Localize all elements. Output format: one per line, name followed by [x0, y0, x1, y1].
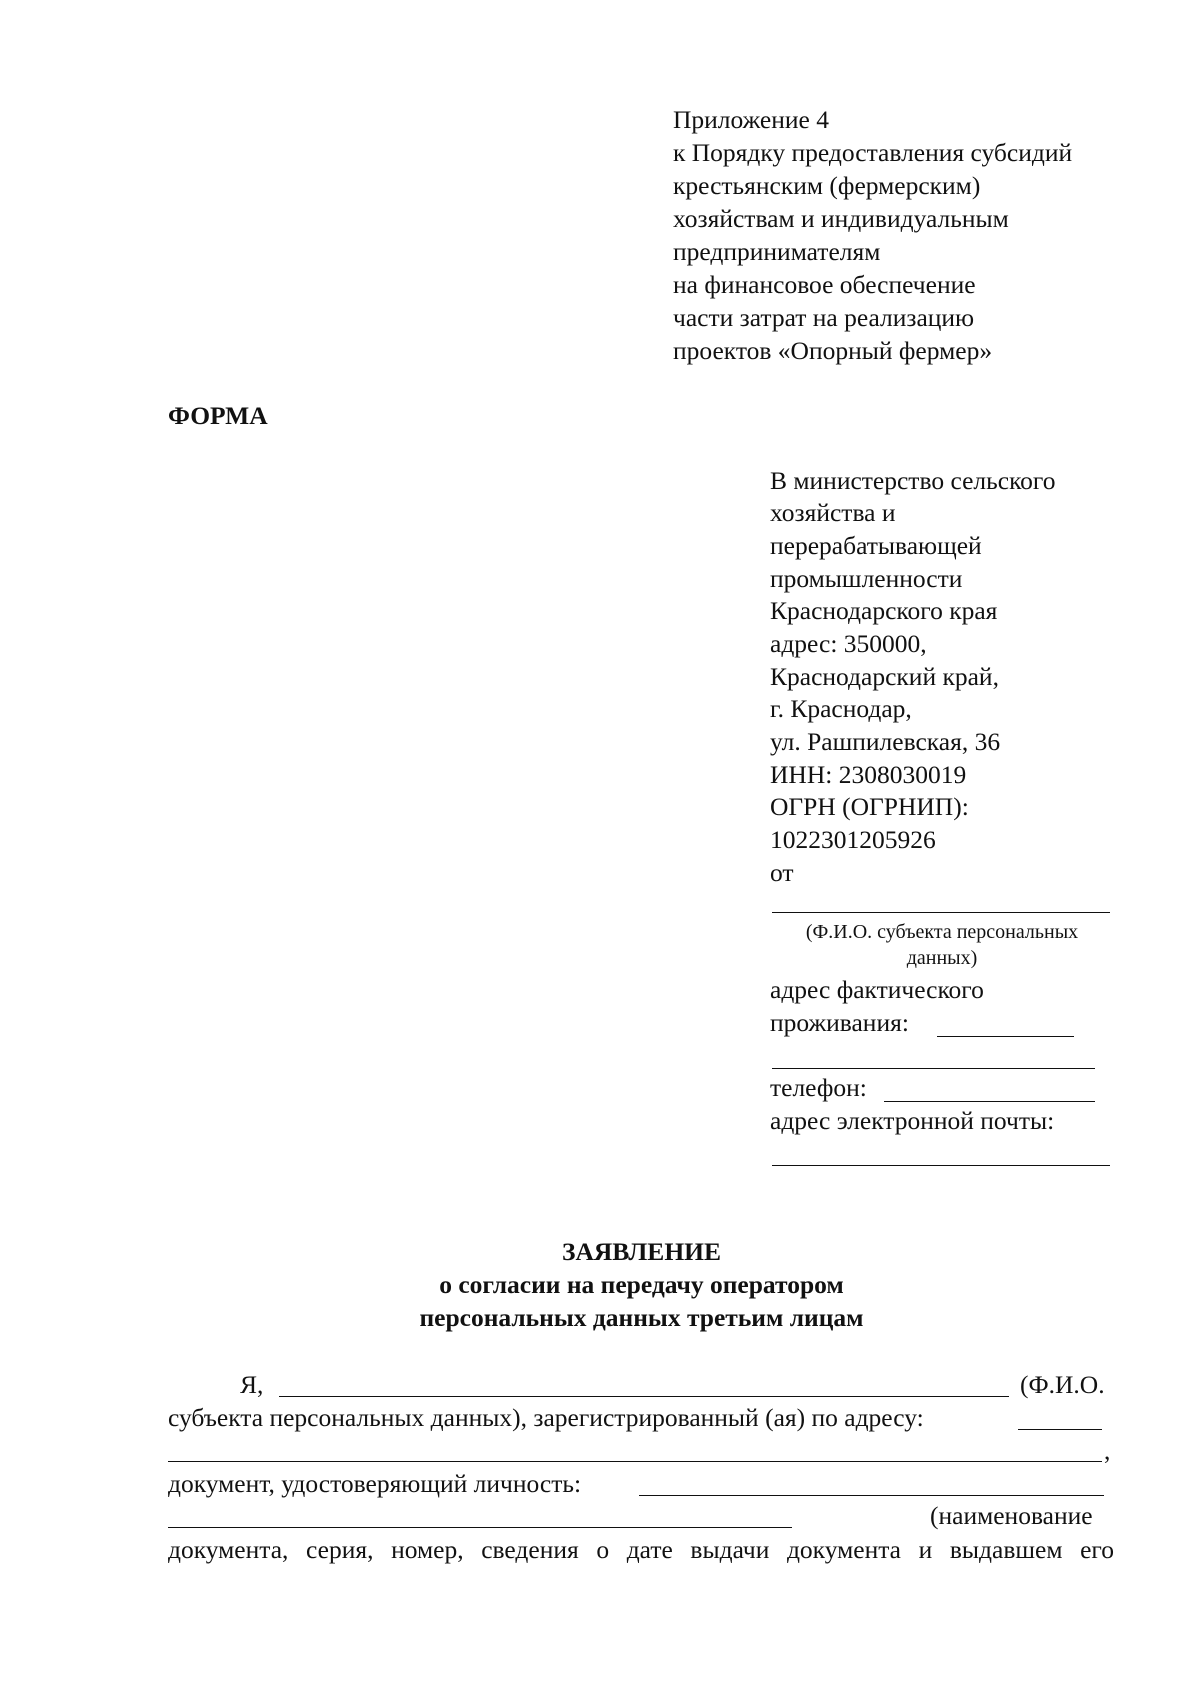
appendix-line: крестьянским (фермерским) [673, 171, 981, 200]
appendix-line: предпринимателям [673, 237, 881, 266]
address-label: проживания: [770, 1008, 909, 1037]
phone-fill-line[interactable] [884, 1101, 1095, 1102]
address-label: адрес фактического [770, 975, 984, 1004]
appendix-line: Приложение 4 [673, 105, 829, 134]
i-label: Я, [240, 1370, 264, 1399]
recipient-line: г. Краснодар, [770, 694, 912, 723]
fio-caption: данных) [906, 947, 978, 969]
recipient-line: ОГРН (ОГРНИП): [770, 792, 969, 821]
appendix-line: на финансовое обеспечение [673, 270, 976, 299]
address-fill-line[interactable] [937, 1036, 1074, 1037]
reg-address-fill-line[interactable] [168, 1461, 1102, 1462]
appendix-line: проектов «Опорный фермер» [673, 336, 993, 365]
naming-caption: (наименование [930, 1501, 1093, 1530]
reg-address-fill-line[interactable] [1018, 1429, 1102, 1430]
doc-label: документ, удостоверяющий личность: [168, 1469, 582, 1498]
statement-subtitle: персональных данных третьим лицам [419, 1303, 864, 1332]
fio-body-fill-line[interactable] [279, 1396, 1009, 1397]
address-fill-line[interactable] [772, 1068, 1095, 1069]
body-line: субъекта персональных данных), зарегистрированный (ая) по адресу: [168, 1403, 924, 1432]
recipient-line: промышленности [770, 564, 963, 593]
recipient-line: Краснодарского края [770, 596, 998, 625]
comma: , [1104, 1436, 1111, 1465]
email-fill-line[interactable] [772, 1165, 1110, 1166]
appendix-line: хозяйствам и индивидуальным [673, 204, 1009, 233]
recipient-line: перерабатывающей [770, 531, 982, 560]
phone-label: телефон: [770, 1073, 867, 1102]
recipient-line: Краснодарский край, [770, 662, 999, 691]
recipient-line: ИНН: 2308030019 [770, 760, 967, 789]
fio-caption: (Ф.И.О. субъекта персональных [805, 921, 1079, 943]
statement-title: ЗАЯВЛЕНИЕ [561, 1237, 721, 1266]
form-label: ФОРМА [168, 401, 268, 430]
recipient-line: ул. Рашпилевская, 36 [770, 727, 1001, 756]
fio-fill-line[interactable] [772, 912, 1110, 913]
body-line: документа, серия, номер, сведения о дате выдачи документа и выдавшем его [168, 1535, 1114, 1564]
recipient-line: 1022301205926 [770, 825, 936, 854]
email-label: адрес электронной почты: [770, 1106, 1055, 1135]
fio-tail: (Ф.И.О. [1020, 1370, 1105, 1399]
doc-fill-line[interactable] [168, 1527, 792, 1528]
recipient-line: хозяйства и [770, 498, 896, 527]
recipient-line: адрес: 350000, [770, 629, 927, 658]
recipient-line: В министерство сельского [770, 466, 1056, 495]
appendix-line: части затрат на реализацию [673, 303, 975, 332]
doc-fill-line[interactable] [639, 1495, 1104, 1496]
recipient-line: от [770, 858, 794, 887]
appendix-line: к Порядку предоставления субсидий [673, 138, 1073, 167]
statement-subtitle: о согласии на передачу оператором [439, 1270, 844, 1299]
